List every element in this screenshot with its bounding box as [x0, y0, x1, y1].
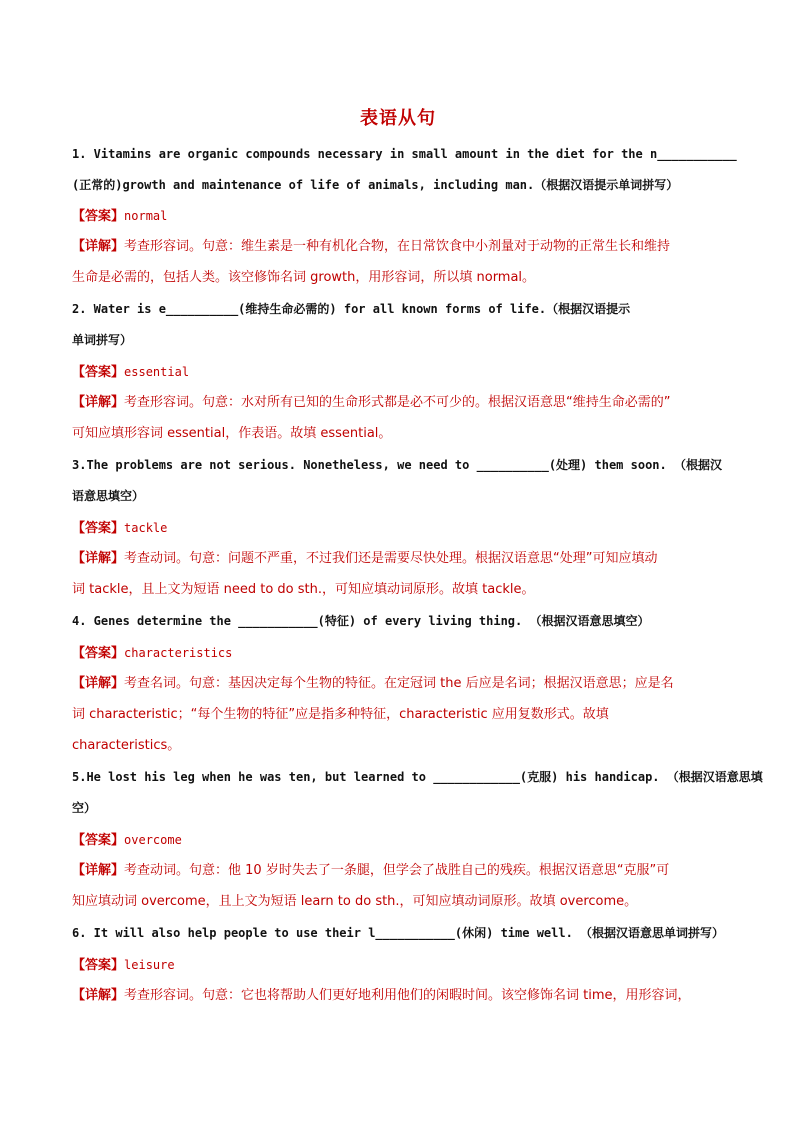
- answer-value: characteristics: [124, 646, 233, 660]
- question-2-line-1: 2. Water is e__________(维持生命必需的) for all known forms of life.（根据汉语提示: [72, 302, 631, 316]
- answer-2: [72, 364, 189, 381]
- question-3-line-2: 语意思填空）: [72, 489, 145, 503]
- detail-1-line-1: [72, 239, 670, 255]
- question-1-line-1: 1. Vitamins are organic compounds necessary in small amount in the diet for the n___________: [72, 147, 737, 161]
- detail-6-line-1: [72, 988, 691, 1004]
- question-2-line-2: 单词拼写）: [72, 333, 133, 347]
- detail-3-line-2: 词 tackle，且上文为短语 need to do sth.，可知应填动词原形。故填 tackle。: [72, 582, 535, 597]
- answer-value: essential: [124, 365, 190, 379]
- answer-tag: 【答案】: [72, 833, 125, 848]
- detail-2-line-2: 可知应填形容词 essential，作表语。故填 essential。: [72, 426, 392, 441]
- answer-tag: 【答案】: [72, 209, 125, 224]
- question-5-line-1: 5.He lost his leg when he was ten, but learned to ____________(克服) his handicap. （根据汉语意思填: [72, 770, 763, 784]
- answer-1: [72, 208, 167, 225]
- page-title: 表语从句: [360, 108, 436, 129]
- detail-text: 考查动词。句意：他 10 岁时失去了一条腿，但学会了战胜自己的残疾。根据汉语意思“克服”可: [124, 863, 670, 878]
- detail-5-line-1: [72, 863, 669, 879]
- detail-tag: 【详解】: [72, 863, 125, 878]
- question-4-line-1: 4. Genes determine the ___________(特征) of every living thing. （根据汉语意思填空）: [72, 614, 650, 628]
- answer-3: [72, 520, 167, 537]
- detail-tag: 【详解】: [72, 239, 125, 254]
- question-6-line-1: 6. It will also help people to use their l___________(休闲) time well. （根据汉语意思单词拼写）: [72, 926, 725, 940]
- answer-tag: 【答案】: [72, 521, 125, 536]
- detail-text: 考查形容词。句意：维生素是一种有机化合物，在日常饮食中小剂量对于动物的正常生长和维持: [124, 239, 671, 254]
- answer-tag: 【答案】: [72, 958, 125, 973]
- detail-3-line-1: [72, 551, 658, 567]
- answer-tag: 【答案】: [72, 365, 125, 380]
- detail-tag: 【详解】: [72, 551, 125, 566]
- detail-text: 考查形容词。句意：水对所有已知的生命形式都是必不可少的。根据汉语意思“维持生命必需的”: [124, 395, 671, 410]
- answer-4: [72, 645, 232, 662]
- detail-tag: 【详解】: [72, 988, 125, 1003]
- answer-value: tackle: [124, 521, 168, 535]
- detail-4-line-1: [72, 676, 674, 692]
- detail-1-line-2: 生命是必需的，包括人类。该空修饰名词 growth，用形容词，所以填 normal。: [72, 270, 536, 285]
- question-1-line-2: (正常的)growth and maintenance of life of animals, including man.（根据汉语提示单词拼写）: [72, 178, 679, 192]
- detail-4-line-3: characteristics。: [72, 738, 181, 753]
- detail-tag: 【详解】: [72, 395, 125, 410]
- answer-value: overcome: [124, 833, 182, 847]
- question-5-line-2: 空）: [72, 801, 97, 815]
- answer-value: leisure: [124, 958, 175, 972]
- detail-text: 考查动词。句意：问题不严重，不过我们还是需要尽快处理。根据汉语意思“处理”可知应填动: [124, 551, 658, 566]
- answer-6: [72, 957, 175, 974]
- detail-text: 考查名词。句意：基因决定每个生物的特征。在定冠词 the 后应是名词；根据汉语意思；应是名: [124, 676, 674, 691]
- question-3-line-1: 3.The problems are not serious. Nonetheless, we need to __________(处理) them soon. （根据汉: [72, 458, 722, 472]
- detail-tag: 【详解】: [72, 676, 125, 691]
- detail-4-line-2: 词 characteristic；“每个生物的特征”应是指多种特征，characteristic 应用复数形式。故填: [72, 707, 609, 722]
- answer-5: [72, 832, 182, 849]
- detail-2-line-1: [72, 395, 671, 411]
- detail-5-line-2: 知应填动词 overcome，且上文为短语 learn to do sth.，可知应填动词原形。故填 overcome。: [72, 894, 638, 909]
- answer-tag: 【答案】: [72, 646, 125, 661]
- answer-value: normal: [124, 209, 168, 223]
- detail-text: 考查形容词。句意：它也将帮助人们更好地利用他们的闲暇时间。该空修饰名词 time，用形容词，: [124, 988, 691, 1003]
